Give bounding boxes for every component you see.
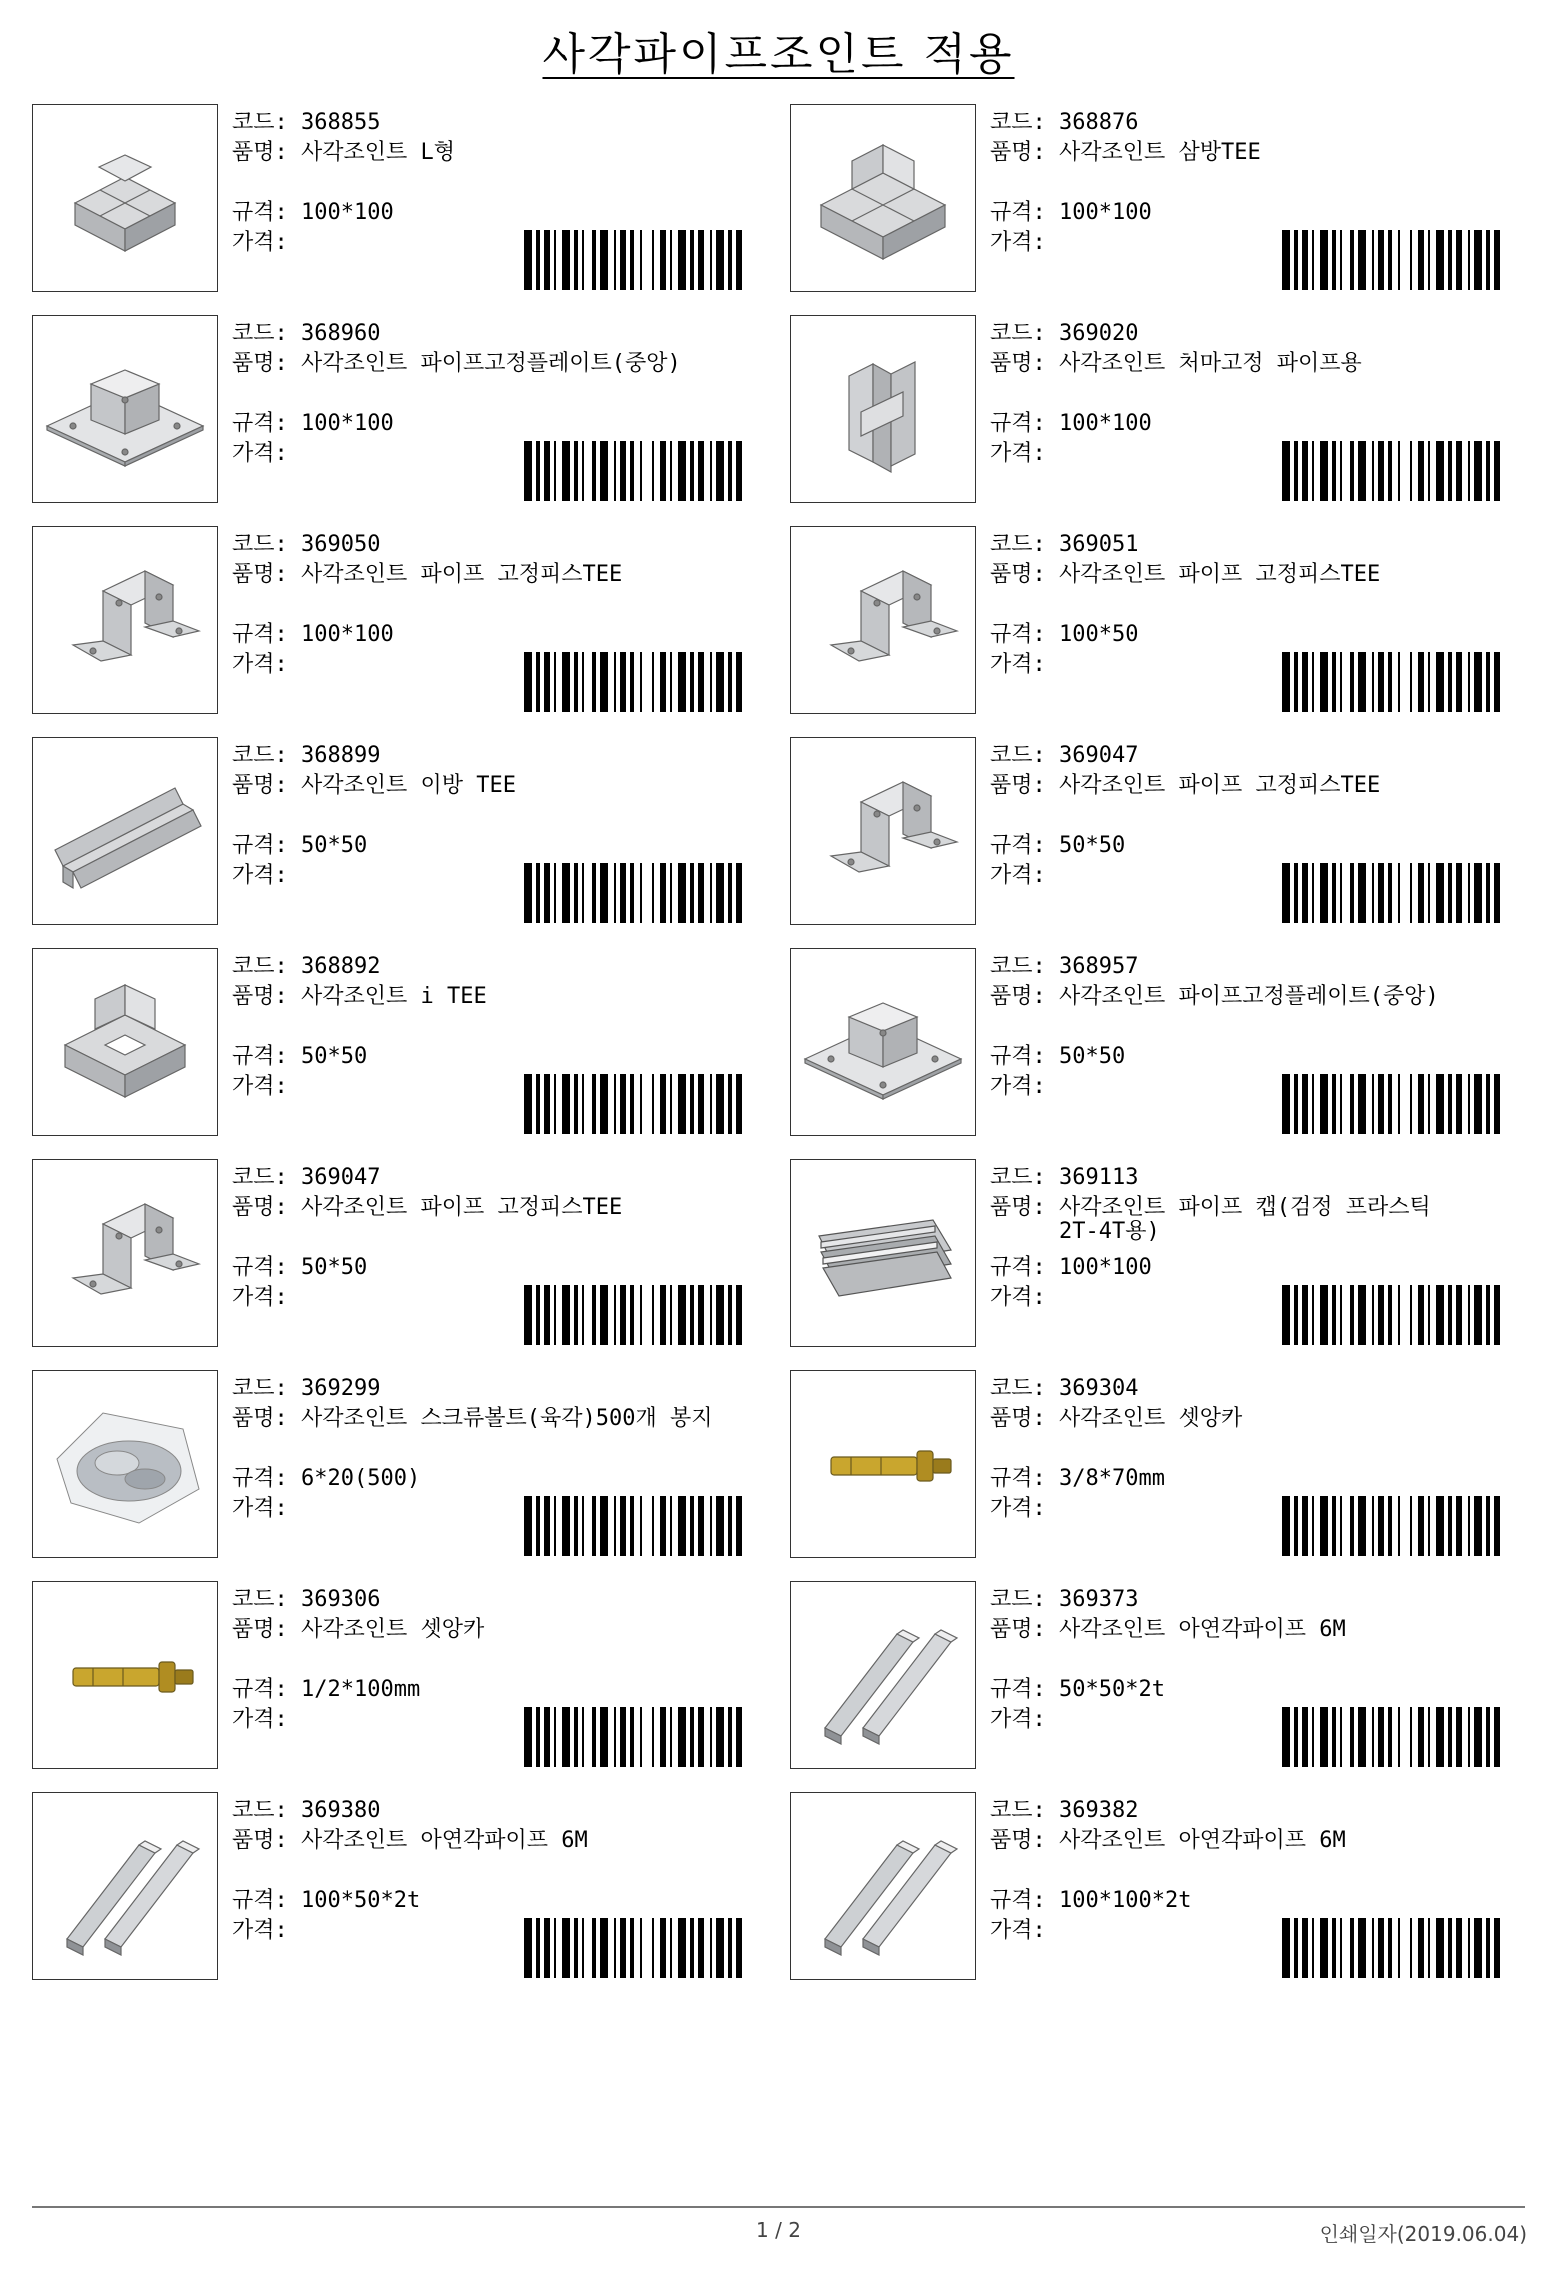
i-tee-icon [33, 949, 217, 1135]
name-label: 품명: [990, 1195, 1046, 1220]
product-image [790, 1370, 976, 1558]
base-plate-icon [33, 316, 217, 502]
product-card [790, 1581, 1524, 1771]
print-date: 인쇄일자(2019.06.04) [1319, 2222, 1527, 2246]
spec-value: 50*50 [301, 1255, 368, 1280]
code-value: 369113 [1059, 1165, 1139, 1190]
product-image [790, 104, 976, 292]
product-image [32, 1581, 218, 1769]
code-row [990, 530, 1530, 560]
spec-value: 100*100 [1059, 411, 1152, 436]
name-row [990, 349, 1530, 409]
u-bracket-icon [791, 738, 975, 924]
product-image [32, 948, 218, 1136]
spec-value: 100*100 [1059, 200, 1152, 225]
code-label: 코드: [232, 743, 288, 768]
product-card [790, 1370, 1524, 1560]
product-image [32, 737, 218, 925]
price-label: 가격: [990, 863, 1046, 888]
screw-bag-icon [33, 1371, 217, 1557]
product-card [790, 1792, 1524, 1982]
name-label: 품명: [232, 1617, 288, 1642]
code-row [232, 319, 772, 349]
price-label: 가격: [232, 1074, 288, 1099]
name-row [232, 1826, 772, 1886]
spec-value: 100*100*2t [1059, 1888, 1192, 1913]
code-label: 코드: [232, 1165, 288, 1190]
code-label: 코드: [990, 321, 1046, 346]
spec-value: 50*50 [1059, 1044, 1126, 1069]
spec-label: 규격: [990, 411, 1046, 436]
name-value: 사각조인트 i TEE [301, 984, 487, 1009]
price-label: 가격: [990, 1074, 1046, 1099]
barcode [1282, 1707, 1524, 1767]
name-label: 품명: [232, 984, 288, 1009]
product-card [32, 104, 766, 294]
price-label: 가격: [990, 1918, 1046, 1943]
name-value: 사각조인트 처마고정 파이프용 [1059, 351, 1362, 376]
code-row [232, 741, 772, 771]
price-label: 가격: [232, 230, 288, 255]
spec-value: 100*100 [301, 622, 394, 647]
barcode [1282, 1496, 1524, 1556]
spec-value: 50*50 [301, 833, 368, 858]
eave-bracket-icon [791, 316, 975, 502]
name-row [232, 982, 772, 1042]
barcode [1282, 863, 1524, 923]
anchor-icon [33, 1582, 217, 1768]
name-row [990, 1615, 1530, 1675]
name-row [990, 771, 1530, 831]
name-value: 사각조인트 파이프 고정피스TEE [301, 1195, 623, 1220]
code-value: 368960 [301, 321, 381, 346]
barcode [524, 652, 766, 712]
page-title [0, 18, 1557, 82]
code-row [990, 952, 1530, 982]
product-image [790, 737, 976, 925]
product-image [32, 1159, 218, 1347]
name-label: 품명: [232, 1195, 288, 1220]
name-label: 품명: [232, 1406, 288, 1431]
product-image [790, 526, 976, 714]
code-value: 369380 [301, 1798, 381, 1823]
spec-label: 규격: [232, 1677, 288, 1702]
name-label: 품명: [990, 1617, 1046, 1642]
name-label: 품명: [990, 140, 1046, 165]
spec-value: 1/2*100mm [301, 1677, 421, 1702]
code-row [232, 1374, 772, 1404]
u-bracket-icon [33, 1160, 217, 1346]
spec-label: 규격: [232, 833, 288, 858]
price-label: 가격: [990, 652, 1046, 677]
name-row [990, 138, 1530, 198]
price-label: 가격: [232, 863, 288, 888]
cap-icon [791, 1160, 975, 1346]
code-label: 코드: [990, 954, 1046, 979]
code-value: 368957 [1059, 954, 1139, 979]
spec-row [232, 1464, 772, 1494]
spec-label: 규격: [990, 833, 1046, 858]
name-label: 품명: [232, 773, 288, 798]
name-label: 품명: [990, 773, 1046, 798]
product-card [790, 948, 1524, 1138]
square-pipe-icon [33, 1793, 217, 1979]
code-row [232, 108, 772, 138]
product-image [32, 1792, 218, 1980]
name-label: 품명: [990, 1406, 1046, 1431]
spec-row [990, 831, 1530, 861]
code-value: 369304 [1059, 1376, 1139, 1401]
product-card [32, 1370, 766, 1560]
name-row [232, 1615, 772, 1675]
name-row [990, 1193, 1530, 1253]
product-card [790, 315, 1524, 505]
spec-label: 규격: [990, 1888, 1046, 1913]
code-value: 368899 [301, 743, 381, 768]
spec-label: 규격: [232, 622, 288, 647]
name-value: 사각조인트 파이프고정플레이트(중앙) [301, 351, 681, 376]
code-value: 369020 [1059, 321, 1139, 346]
name-value: 사각조인트 아연각파이프 6M [1059, 1617, 1346, 1642]
spec-value: 100*50*2t [301, 1888, 421, 1913]
name-value: 사각조인트 L형 [301, 140, 456, 165]
spec-row [232, 1675, 772, 1705]
code-label: 코드: [232, 532, 288, 557]
code-row [990, 1374, 1530, 1404]
page-title-text: 사각파이프조인트 적용 [542, 29, 1015, 80]
product-card [32, 1792, 766, 1982]
name-value: 사각조인트 아연각파이프 6M [1059, 1828, 1346, 1853]
name-row [232, 138, 772, 198]
spec-label: 규격: [990, 622, 1046, 647]
spec-row [232, 198, 772, 228]
name-row [990, 1404, 1530, 1464]
base-plate-icon [791, 949, 975, 1135]
code-row [232, 1163, 772, 1193]
spec-row [990, 620, 1530, 650]
name-value: 사각조인트 스크류볼트(육각)500개 봉지 [301, 1406, 713, 1431]
name-value: 사각조인트 셋앙카 [301, 1617, 485, 1642]
name-value: 사각조인트 아연각파이프 6M [301, 1828, 588, 1853]
product-image [790, 1159, 976, 1347]
name-value: 사각조인트 셋앙카 [1059, 1406, 1243, 1431]
channel-icon [33, 738, 217, 924]
spec-value: 100*100 [301, 411, 394, 436]
code-label: 코드: [990, 743, 1046, 768]
barcode [1282, 1074, 1524, 1134]
product-card [32, 526, 766, 716]
spec-row [232, 1042, 772, 1072]
barcode [524, 1285, 766, 1345]
name-label: 품명: [990, 351, 1046, 376]
name-row [990, 560, 1530, 620]
barcode [524, 1074, 766, 1134]
product-card [32, 1581, 766, 1771]
code-value: 369047 [301, 1165, 381, 1190]
spec-row [990, 409, 1530, 439]
product-image [32, 1370, 218, 1558]
price-label: 가격: [990, 1285, 1046, 1310]
code-label: 코드: [232, 321, 288, 346]
three-way-tee-icon [791, 105, 975, 291]
spec-value: 100*100 [1059, 1255, 1152, 1280]
code-row [232, 530, 772, 560]
price-label: 가격: [232, 1707, 288, 1732]
product-image [790, 1792, 976, 1980]
code-label: 코드: [232, 1587, 288, 1612]
barcode [1282, 441, 1524, 501]
price-label: 가격: [990, 1496, 1046, 1521]
price-label: 가격: [990, 230, 1046, 255]
square-pipe-icon [791, 1793, 975, 1979]
product-card [790, 737, 1524, 927]
name-value: 사각조인트 파이프 고정피스TEE [1059, 562, 1381, 587]
spec-value: 6*20(500) [301, 1466, 421, 1491]
code-label: 코드: [232, 954, 288, 979]
barcode [524, 1496, 766, 1556]
u-bracket-icon [33, 527, 217, 713]
code-value: 369299 [301, 1376, 381, 1401]
spec-value: 50*50*2t [1059, 1677, 1165, 1702]
code-row [232, 952, 772, 982]
spec-value: 50*50 [1059, 833, 1126, 858]
code-value: 369373 [1059, 1587, 1139, 1612]
code-row [990, 108, 1530, 138]
name-value: 사각조인트 삼방TEE [1059, 140, 1261, 165]
code-label: 코드: [990, 532, 1046, 557]
page-number: 1 / 2 [756, 2218, 801, 2242]
footer-divider [32, 2206, 1525, 2208]
product-card [790, 104, 1524, 294]
barcode [524, 230, 766, 290]
code-label: 코드: [990, 1376, 1046, 1401]
spec-row [232, 831, 772, 861]
name-row [232, 771, 772, 831]
barcode [1282, 230, 1524, 290]
name-value: 사각조인트 파이프 고정피스TEE [1059, 773, 1381, 798]
code-value: 369382 [1059, 1798, 1139, 1823]
code-row [990, 1796, 1530, 1826]
product-image [32, 526, 218, 714]
square-pipe-icon [791, 1582, 975, 1768]
name-label: 품명: [232, 562, 288, 587]
spec-row [232, 620, 772, 650]
name-label: 품명: [232, 1828, 288, 1853]
spec-row [990, 198, 1530, 228]
spec-value: 3/8*70mm [1059, 1466, 1165, 1491]
product-card [32, 948, 766, 1138]
barcode [1282, 1918, 1524, 1978]
code-row [990, 1163, 1530, 1193]
anchor-icon [791, 1371, 975, 1557]
price-label: 가격: [232, 441, 288, 466]
name-row [232, 349, 772, 409]
product-image [790, 948, 976, 1136]
barcode [524, 1918, 766, 1978]
name-value: 사각조인트 파이프고정플레이트(중앙) [1059, 984, 1439, 1009]
product-image [790, 315, 976, 503]
code-label: 코드: [990, 110, 1046, 135]
l-joint-icon [33, 105, 217, 291]
product-image [32, 104, 218, 292]
price-label: 가격: [232, 1285, 288, 1310]
name-row [232, 1193, 772, 1253]
product-image [32, 315, 218, 503]
name-label: 품명: [232, 140, 288, 165]
product-card [790, 526, 1524, 716]
product-card [790, 1159, 1524, 1349]
code-value: 369051 [1059, 532, 1139, 557]
product-card [32, 737, 766, 927]
product-card [32, 1159, 766, 1349]
spec-label: 규격: [990, 200, 1046, 225]
price-label: 가격: [232, 1918, 288, 1943]
name-label: 품명: [990, 984, 1046, 1009]
spec-row [990, 1042, 1530, 1072]
name-value: 사각조인트 파이프 고정피스TEE [301, 562, 623, 587]
spec-label: 규격: [990, 1466, 1046, 1491]
name-row [232, 1404, 772, 1464]
code-value: 368892 [301, 954, 381, 979]
code-row [990, 319, 1530, 349]
barcode [524, 1707, 766, 1767]
code-row [232, 1585, 772, 1615]
spec-label: 규격: [232, 200, 288, 225]
name-label: 품명: [990, 1828, 1046, 1853]
price-label: 가격: [990, 1707, 1046, 1732]
name-value: 사각조인트 이방 TEE [301, 773, 516, 798]
spec-row [232, 1253, 772, 1283]
code-label: 코드: [990, 1587, 1046, 1612]
code-row [232, 1796, 772, 1826]
barcode [1282, 652, 1524, 712]
spec-label: 규격: [232, 411, 288, 436]
u-bracket-icon [791, 527, 975, 713]
spec-value: 100*50 [1059, 622, 1139, 647]
spec-label: 규격: [232, 1888, 288, 1913]
price-label: 가격: [232, 652, 288, 677]
code-value: 369306 [301, 1587, 381, 1612]
code-label: 코드: [232, 110, 288, 135]
spec-value: 100*100 [301, 200, 394, 225]
barcode [524, 441, 766, 501]
name-row [990, 982, 1530, 1042]
product-image [790, 1581, 976, 1769]
code-value: 369050 [301, 532, 381, 557]
spec-row [990, 1886, 1530, 1916]
name-value: 사각조인트 파이프 캡(검정 프라스틱 2T-4T용) [1059, 1195, 1431, 1244]
code-label: 코드: [990, 1798, 1046, 1823]
spec-label: 규격: [232, 1466, 288, 1491]
product-card [32, 315, 766, 505]
code-value: 368876 [1059, 110, 1139, 135]
spec-label: 규격: [990, 1255, 1046, 1280]
name-label: 품명: [232, 351, 288, 376]
code-value: 368855 [301, 110, 381, 135]
barcode [1282, 1285, 1524, 1345]
barcode [524, 863, 766, 923]
spec-label: 규격: [990, 1677, 1046, 1702]
spec-label: 규격: [232, 1255, 288, 1280]
spec-row [232, 409, 772, 439]
name-label: 품명: [990, 562, 1046, 587]
spec-value: 50*50 [301, 1044, 368, 1069]
code-label: 코드: [232, 1376, 288, 1401]
spec-label: 규격: [232, 1044, 288, 1069]
code-value: 369047 [1059, 743, 1139, 768]
spec-row [990, 1675, 1530, 1705]
name-row [232, 560, 772, 620]
code-row [990, 741, 1530, 771]
code-label: 코드: [232, 1798, 288, 1823]
spec-label: 규격: [990, 1044, 1046, 1069]
price-label: 가격: [232, 1496, 288, 1521]
price-label: 가격: [990, 441, 1046, 466]
name-row [990, 1826, 1530, 1886]
code-row [990, 1585, 1530, 1615]
spec-row [990, 1253, 1530, 1283]
code-label: 코드: [990, 1165, 1046, 1190]
spec-row [990, 1464, 1530, 1494]
spec-row [232, 1886, 772, 1916]
